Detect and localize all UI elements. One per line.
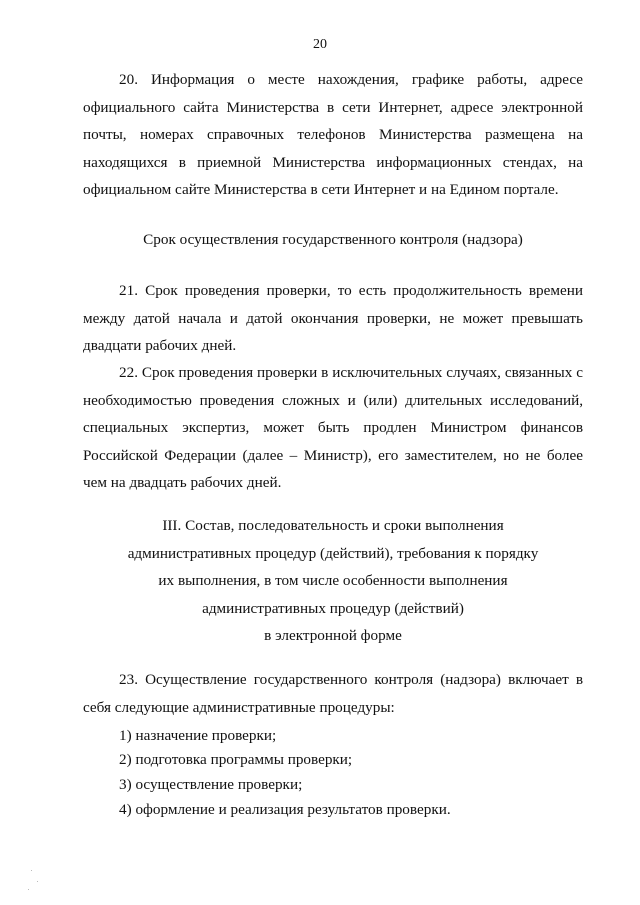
procedure-item: 4) оформление и реализация результатов проверки. — [119, 801, 451, 818]
section-3-heading-line: в электронной форме — [264, 627, 402, 644]
procedure-item: 3) осуществление проверки; — [119, 776, 303, 793]
heading-term: Срок осуществления государственного контроля (надзора) — [143, 231, 523, 248]
paragraph-21: 21. Срок проведения проверки, то есть продолжительность времени между датой начала и датой окончания проверки, не может превышать двадцати рабочих дней. — [83, 282, 583, 354]
paragraph-23: 23. Осуществление государственного контроля (надзора) включает в себя следующие административные процедуры: — [83, 671, 583, 716]
procedure-item: 1) назначение проверки; — [119, 727, 277, 744]
page-number: 20 — [313, 37, 327, 52]
section-3-heading-line: административных процедур (действий) — [202, 599, 464, 617]
section-3-heading — [83, 512, 583, 650]
section-3-heading-line: их выполнения, в том числе особенности выполнения — [158, 572, 508, 589]
section-3-heading-line: административных процедур (действий), требования к порядку — [127, 544, 539, 562]
paragraph-20: 20. Информация о месте нахождения, графике работы, адресе официального сайта Министерства в сети Интернет, адресе электронной почты, номерах справочных телефонов Министерства размещена на находящихся в приемной Министерства информационных стендах, на официальном сайте Министерства в сети Интернет и на Едином портале. — [83, 71, 583, 198]
scan-artifact — [31, 870, 32, 871]
scan-artifact — [28, 889, 29, 890]
scan-artifact — [37, 881, 38, 882]
procedure-item: 2) подготовка программы проверки; — [119, 751, 353, 768]
paragraph-22: 22. Срок проведения проверки в исключительных случаях, связанных с необходимостью проведения сложных и (или) длительных исследований, специальных экспертиз, может быть продлен Министром финансов Российской Федерации (далее – Министр), его заместителем, но не более чем на двадцать рабочих дней. — [83, 364, 583, 491]
section-3-heading-line: III. Состав, последовательность и сроки выполнения — [162, 517, 504, 534]
